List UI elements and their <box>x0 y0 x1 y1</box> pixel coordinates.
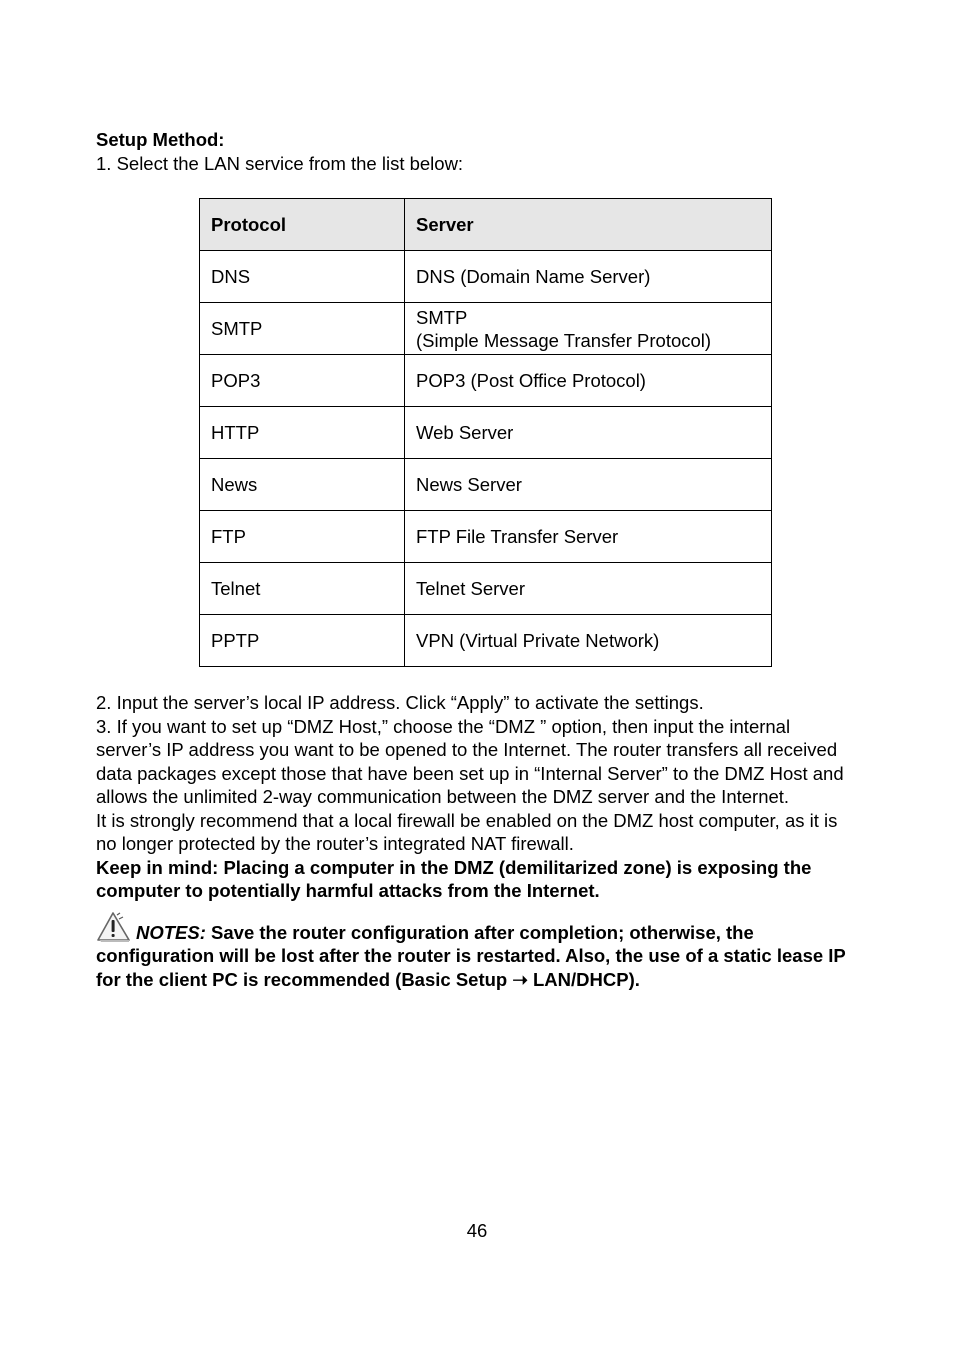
protocol-cell: Telnet <box>200 563 405 615</box>
server-cell <box>405 615 772 667</box>
table-row <box>200 407 772 459</box>
table-row <box>200 511 772 563</box>
page-number: 46 <box>466 1220 488 1241</box>
firewall-recommendation: It is strongly recommend that a local firewall be enabled on the DMZ host computer, as it is no longer protected by the router’s integrated NAT firewall. <box>96 809 838 854</box>
warning-icon <box>96 911 132 943</box>
server-line: (Simple Message Transfer Protocol) <box>416 329 712 351</box>
protocol-cell: News <box>200 459 405 511</box>
step-2-text: 2. Input the server’s local IP address. Click “Apply” to activate the settings. <box>96 692 704 713</box>
table-row <box>200 303 772 355</box>
protocol-cell: DNS <box>200 251 405 303</box>
server-line: VPN (Virtual Private Network) <box>416 630 660 651</box>
server-line: Web Server <box>416 422 514 443</box>
server-cell <box>405 251 772 303</box>
document-page <box>96 128 856 991</box>
server-line: POP3 (Post Office Protocol) <box>416 370 646 391</box>
server-line: SMTP <box>416 306 468 328</box>
table-body <box>200 251 772 667</box>
step-1-text: 1. Select the LAN service from the list below: <box>96 152 464 174</box>
server-cell <box>405 407 772 459</box>
protocol-cell: PPTP <box>200 615 405 667</box>
server-cell <box>405 303 772 355</box>
keep-in-mind-warning: Keep in mind: Placing a computer in the DMZ (demilitarized zone) is exposing the computer to potentially harmful attacks from the Internet. <box>96 856 812 901</box>
server-line: News Server <box>416 474 522 495</box>
server-line: DNS (Domain Name Server) <box>416 266 651 287</box>
notes-label: NOTES: <box>136 921 206 943</box>
table-row <box>200 355 772 407</box>
protocol-cell: FTP <box>200 511 405 563</box>
step-3-text: 3. If you want to set up “DMZ Host,” choose the “DMZ ” option, then input the internal server’s IP address you want to be opened to the Internet. The router transfers all received data packages except those that have been set up in “Internal Server” to the DMZ Host and allows the unlimited 2-way communication between the DMZ server and the Internet. <box>96 715 844 807</box>
server-cell <box>405 511 772 563</box>
table-header-row <box>200 199 772 251</box>
notes-block <box>96 911 856 992</box>
table-row <box>200 459 772 511</box>
protocol-cell: SMTP <box>200 303 405 355</box>
protocol-cell: POP3 <box>200 355 405 407</box>
server-cell <box>405 459 772 511</box>
server-header: Server <box>405 199 772 251</box>
table-row <box>200 563 772 615</box>
protocol-header: Protocol <box>200 199 405 251</box>
notes-text: Save the router configuration after completion; otherwise, the configuration will be lost after the router is restarted. Also, the use of a static lease IP for the client PC is recommended (Basic Setup ➝ LAN/DHCP). <box>96 921 846 990</box>
server-line: FTP File Transfer Server <box>416 526 619 547</box>
table-row <box>200 251 772 303</box>
server-cell <box>405 563 772 615</box>
protocol-cell: HTTP <box>200 407 405 459</box>
section-heading: Setup Method: <box>96 129 225 150</box>
server-cell <box>405 355 772 407</box>
lan-services-table <box>199 198 772 667</box>
server-line: Telnet Server <box>416 578 525 599</box>
table-row <box>200 615 772 667</box>
